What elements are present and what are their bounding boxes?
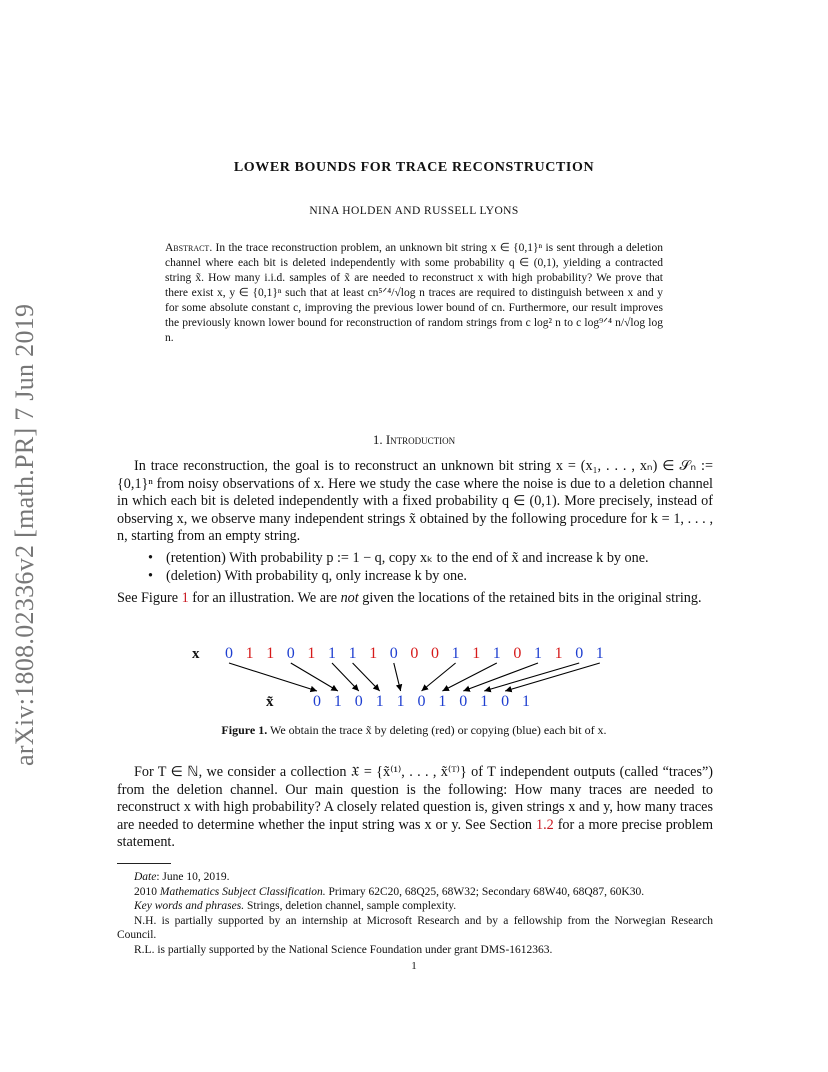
bullet-retention: • (retention) With probability p := 1 − q, copy xₖ to the end of x̃ and increase k by one. [148, 549, 718, 567]
para3-text-a: For T ∈ ℕ, we consider a collection 𝔛 = {x̃⁽¹⁾, . . . , x̃⁽ᵀ⁾} of T independent outputs (called “traces”) from the deletion channel. Our main question is the following: How many traces are needed to reconstruct x with high probability? A closely related question is, given strings x and y, how many traces are needed to determine whether the input string was x or y. See Section [117, 764, 713, 833]
para3-text-b: for a more precise problem statement. [117, 816, 713, 851]
copy-arrow [332, 663, 359, 691]
section-number: 1. [372, 432, 383, 447]
footnote-keywords [117, 899, 713, 914]
procedure-bullets [148, 549, 718, 585]
deleted-bit: 1 [245, 645, 254, 662]
footnote-date [117, 870, 713, 885]
footnote-msc-text: Primary 62C20, 68Q25, 68W32; Secondary 68W40, 68Q87, 60K30. [325, 885, 645, 898]
para2-emphasis: not [340, 590, 359, 606]
kept-bit: 0 [575, 645, 584, 662]
abstract-label: Abstract. [165, 242, 213, 254]
copy-arrow [291, 663, 338, 691]
footnote-keywords-text: Strings, deletion channel, sample complexity. [244, 900, 457, 913]
footnote-date-label: Date [134, 871, 157, 883]
trace-bit: 0 [501, 693, 510, 710]
kept-bit: 1 [451, 645, 460, 662]
figure-label-trace: x̃ [266, 694, 274, 710]
trace-bit: 1 [438, 693, 447, 710]
intro-paragraph-3 [117, 764, 713, 852]
section-1-2-link[interactable]: 1.2 [536, 816, 554, 833]
copy-arrow [229, 663, 317, 691]
copy-arrow [353, 663, 380, 691]
figure-1-caption [0, 723, 828, 738]
trace-bit: 1 [396, 693, 405, 710]
intro-paragraph-1 [117, 458, 713, 546]
abstract-text: In the trace reconstruction problem, an unknown bit string x ∈ {0,1}ⁿ is sent through a deletion channel where each bit is deleted independently with some probability q ∈ (0,1), yielding a contracted string x̃. How many i.i.d. samples of x̃ are needed to reconstruct x with high probability? We prove that there exist x, y ∈ {0,1}ⁿ such that at least cn⁵ᐟ⁴/√log n traces are required to distinguish between x and y for some absolute constant c, improving the previous lower bound of cn. Furthermore, our result improves the previously known lower bound for reconstruction of random strings from c log² n to c log⁹ᐟ⁴ n/√log log n. [165, 242, 663, 344]
copy-arrow [463, 663, 538, 691]
bullet-deletion: • (deletion) With probability q, only increase k by one. [148, 567, 718, 585]
trace-bit: 0 [313, 693, 321, 710]
page-number: 1 [411, 960, 417, 972]
section-heading [0, 432, 828, 448]
kept-bit: 1 [348, 645, 357, 662]
figure-caption-label: Figure 1. [221, 723, 268, 737]
figure-1 [180, 640, 640, 716]
footnote-date-text: : June 10, 2019. [156, 871, 230, 883]
footnote-nh-support: N.H. is partially supported by an internship at Microsoft Research and by a fellowship from the Norwegian Research Council. [117, 914, 713, 942]
kept-bit: 0 [286, 645, 295, 662]
para2-text-b: for an illustration. We are [188, 590, 341, 606]
footnote-rl-support: R.L. is partially supported by the National Science Foundation under grant DMS-1612363. [134, 943, 553, 956]
deleted-bit: 1 [472, 645, 481, 662]
section-title: Introduction [385, 432, 456, 447]
kept-bit: 0 [389, 645, 398, 662]
footnotes [117, 870, 713, 958]
copy-arrow [484, 663, 579, 691]
deleted-bit: 0 [431, 645, 439, 662]
paper-authors: NINA HOLDEN AND RUSSELL LYONS [309, 205, 519, 217]
trace-bit: 1 [375, 693, 384, 710]
footnote-msc [117, 885, 713, 900]
deleted-bit: 1 [307, 645, 316, 662]
paper-title: LOWER BOUNDS FOR TRACE RECONSTRUCTION [233, 160, 595, 175]
trace-bit: 0 [354, 693, 363, 710]
footnote-msc-prefix: 2010 [134, 885, 160, 898]
deleted-bit: 1 [554, 645, 563, 662]
intro-paragraph-2 [117, 590, 713, 608]
figure-caption-text: We obtain the trace x̃ by deleting (red) or copying (blue) each bit of x. [267, 723, 607, 737]
para2-text-c: given the locations of the retained bits in the original string. [358, 590, 702, 606]
deleted-bit: 0 [513, 645, 522, 662]
deleted-bit: 1 [369, 645, 378, 662]
figure-1-diagram [180, 640, 640, 716]
figure-1-link[interactable]: 1 [181, 590, 189, 606]
footnote-msc-label: Mathematics Subject Classification. [159, 885, 326, 898]
kept-bit: 1 [595, 645, 604, 662]
trace-bit: 1 [480, 693, 489, 710]
trace-bit: 0 [459, 693, 468, 710]
abstract [165, 241, 663, 346]
trace-bit: 1 [522, 693, 530, 710]
kept-bit: 1 [492, 645, 501, 662]
trace-bit: 0 [417, 693, 426, 710]
deleted-bit: 0 [410, 645, 419, 662]
kept-bit: 1 [328, 645, 336, 662]
para2-text-a: See Figure [117, 590, 182, 606]
kept-bit: 0 [225, 645, 233, 662]
deleted-bit: 1 [266, 645, 275, 662]
copy-arrow [505, 663, 600, 691]
figure-label-x: x [192, 646, 200, 662]
intro-paragraph-1-text: In trace reconstruction, the goal is to reconstruct an unknown bit string x = (x₁, . . . , xₙ) ∈ 𝒮ₙ := {0,1}ⁿ from noisy observations of x. Here we study the case where the noise is due to a deletion channel in which each bit is deleted independently with a fixed probability q ∈ (0,1). More precisely, instead of observing x, we observe many independent strings x̃ obtained by the following procedure for k = 1, . . . , n, starting from an empty string. [117, 458, 713, 545]
footnote-keywords-label: Key words and phrases. [134, 900, 245, 913]
arxiv-side-stamp: arXiv:1808.02336v2 [math.PR] 7 Jun 2019 [10, 303, 39, 766]
kept-bit: 1 [534, 645, 542, 662]
footnote-rule [117, 863, 171, 864]
trace-bit: 1 [333, 693, 342, 710]
copy-arrow [394, 663, 401, 691]
